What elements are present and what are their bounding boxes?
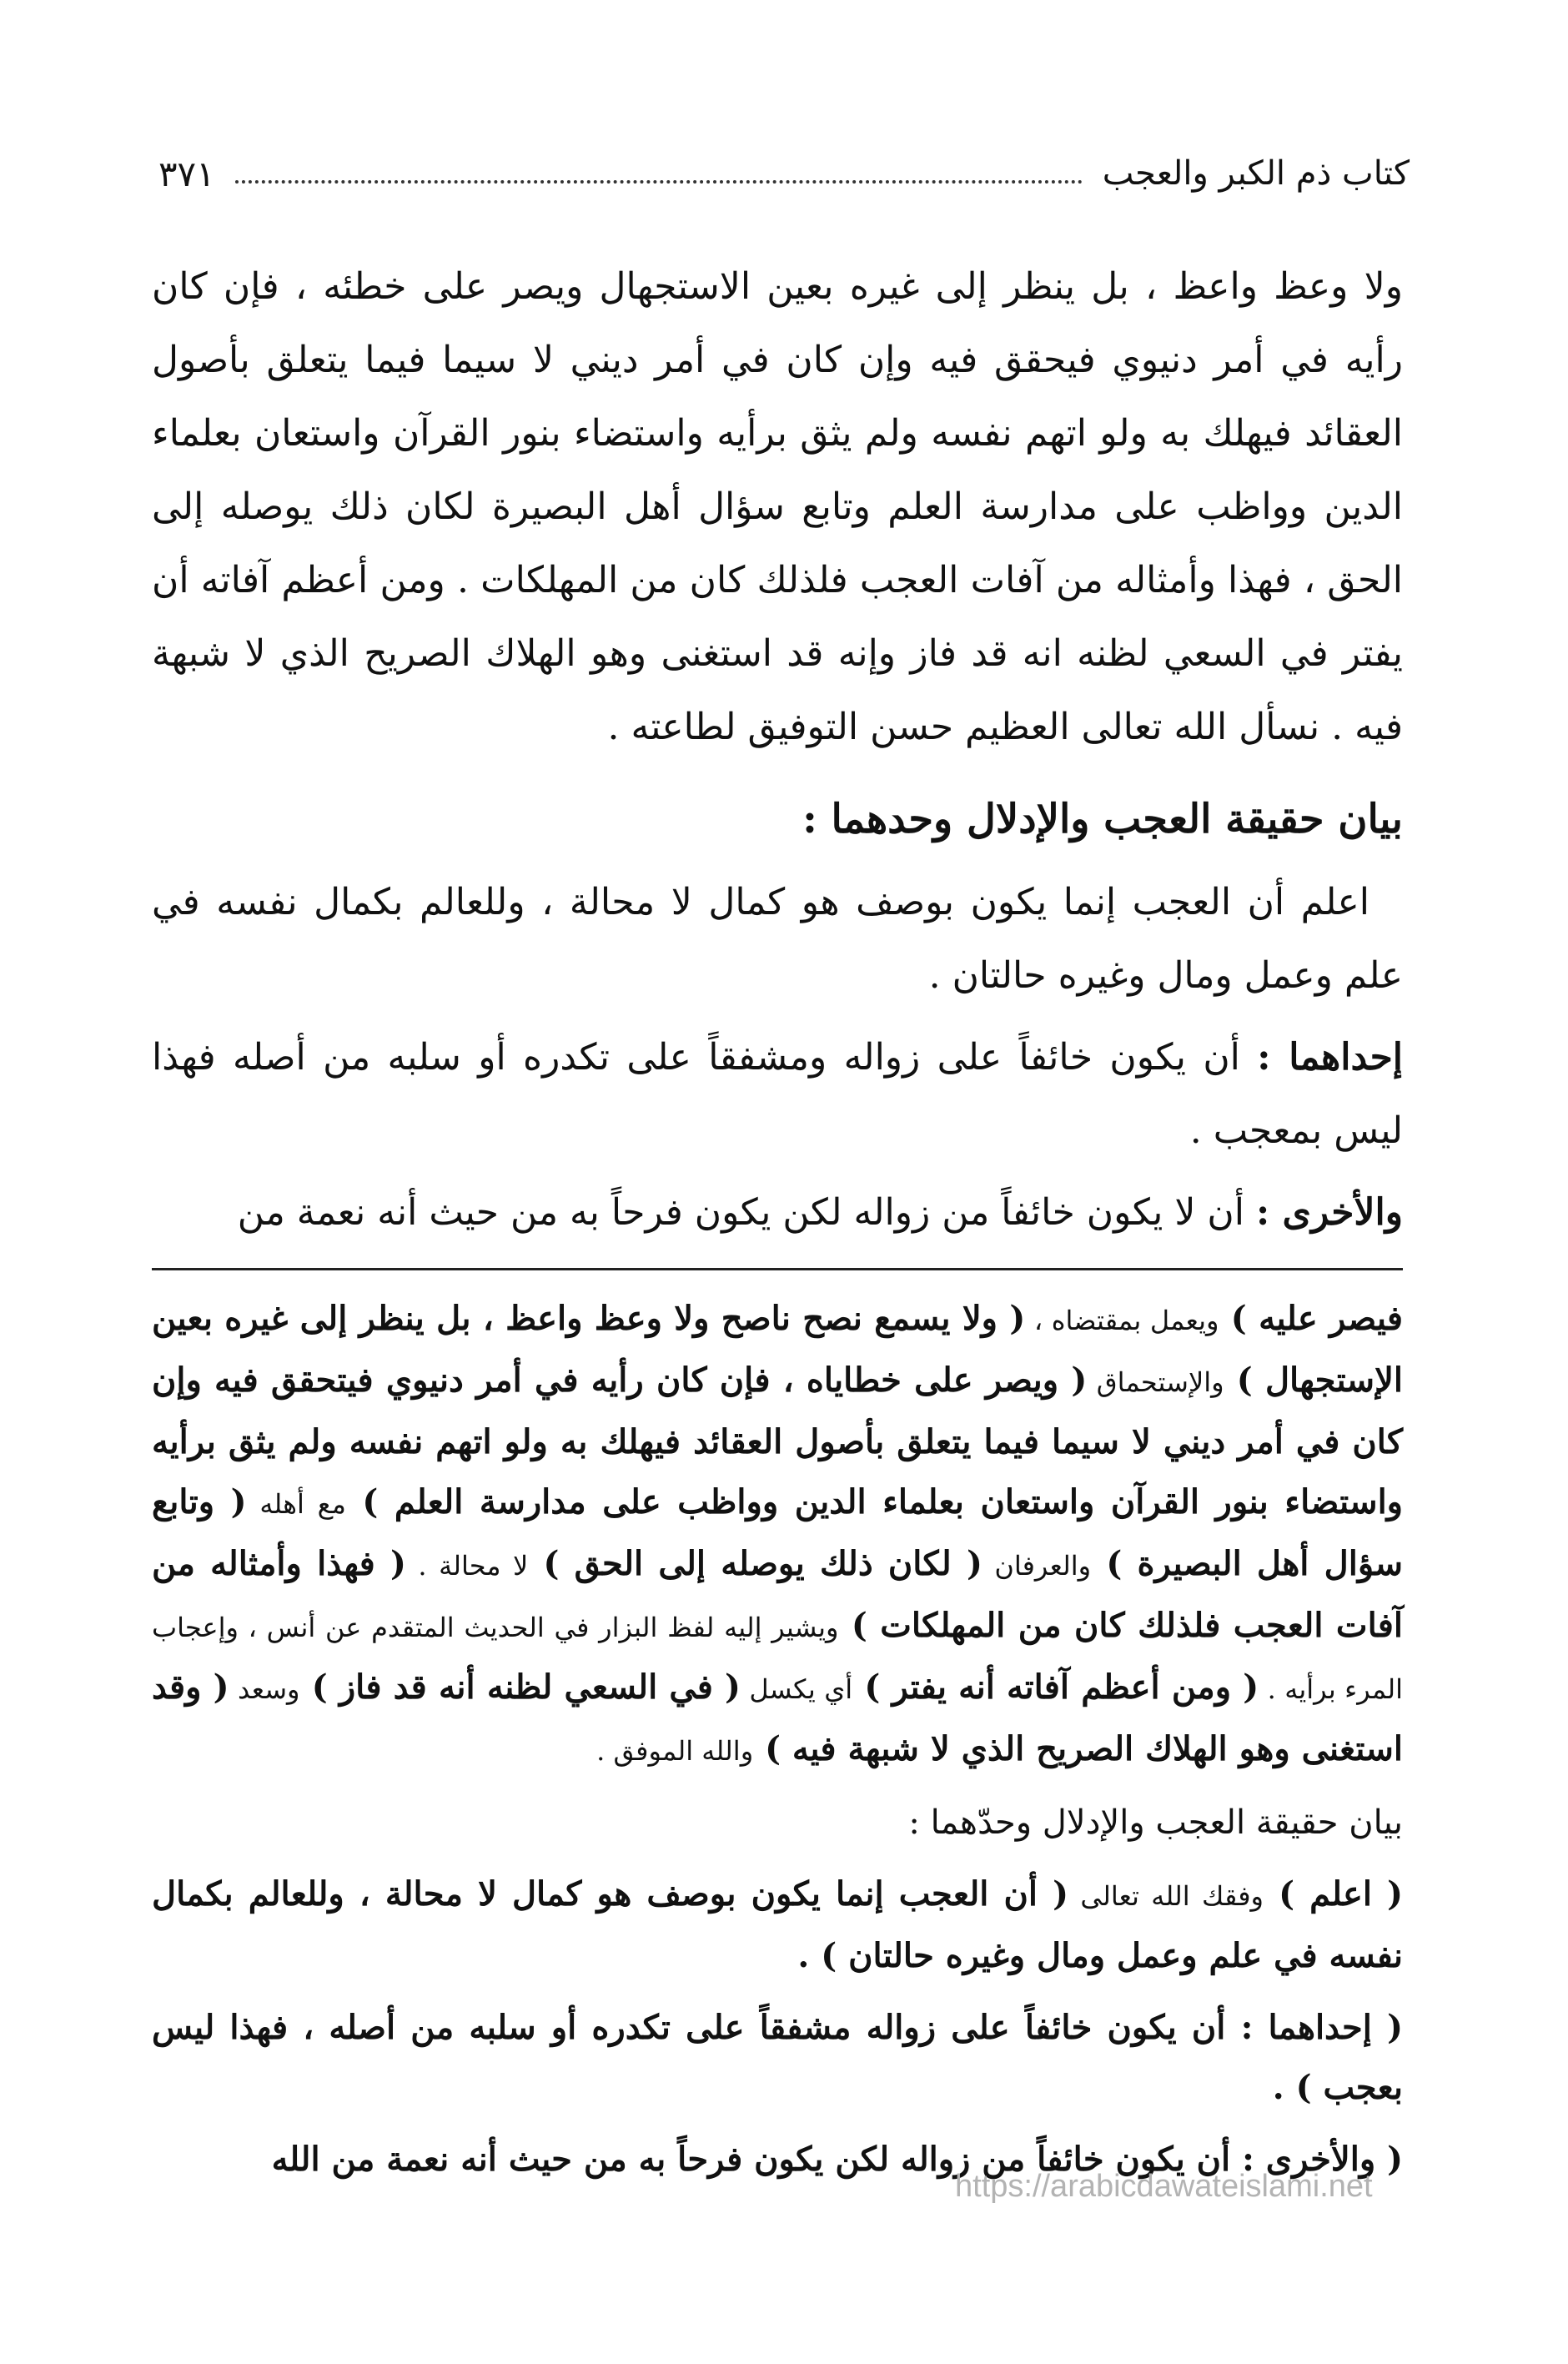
commentary-gloss: وسعد <box>229 1673 300 1705</box>
commentary-quote: ( والأخرى : أن يكون خائفاً من زواله لكن يكون فرحاً به من حيث أنه نعمة من الله <box>271 2140 1403 2179</box>
commentary-quote: فيصر عليه ) <box>1219 1299 1404 1338</box>
running-title: كتاب ذم الكبر والعجب <box>1102 154 1410 193</box>
main-paragraph-4 <box>152 1176 1403 1250</box>
commentary-paragraph-2 <box>152 1864 1403 1986</box>
commentary-gloss: مع أهله <box>246 1488 346 1520</box>
header-leader-dots <box>235 180 1083 184</box>
commentary-paragraph-1 <box>152 1289 1403 1781</box>
commentary-quote: ( ولا يسمع نصح ناصح ولا وعظ واعظ ، بل ينظر إلى غيره بعين الإستجهال ) <box>152 1299 1403 1400</box>
footnote-divider <box>152 1268 1403 1270</box>
page-header <box>158 148 1410 199</box>
second-state-label: والأخرى : <box>1255 1191 1403 1234</box>
first-state-text: أن يكون خائفاً على زواله ومشفقاً على تكدره أو سلبه من أصله فهذا ليس بمعجب . <box>152 1036 1403 1152</box>
first-state-label: إحداهما : <box>1257 1036 1403 1079</box>
commentary-quote: ( فهذا وأمثاله من آفات العجب فلذلك كان من المهلكات ) <box>152 1544 1403 1645</box>
main-paragraph-1: ولا وعظ واعظ ، بل ينظر إلى غيره بعين الاستجهال ويصر على خطئه ، فإن كان رأيه في أمر دنيوي فيحقق فيه وإن كان في أمر ديني لا سيما فيما يتعلق بأصول العقائد فيهلك به ولو اتهم نفسه ولم يثق برأيه واستضاء بنور القرآن واستعان بعلماء الدين وواظب على مدارسة العلم وتابع سؤال أهل البصيرة لكان ذلك يوصله إلى الحق ، فهذا وأمثاله من آفات العجب فلذلك كان من المهلكات . ومن أعظم آفاته أن يفتر في السعي لظنه انه قد فاز وإنه قد استغنى وهو الهلاك الصريح الذي لا شبهة فيه . نسأل الله تعالى العظيم حسن التوفيق لطاعته . <box>152 265 1403 748</box>
commentary-quote: ( ويصر على خطاياه ، فإن كان رأيه في أمر دنيوي فيتحقق فيه وإن كان في أمر ديني لا سيما فيما يتعلق بأصول العقائد فيهلك به ولو اتهم نفسه ولم يثق برأيه واستضاء بنور القرآن واستعان بعلماء الدين وواظب على مدارسة العلم ) <box>152 1361 1403 1522</box>
commentary-quote: ( اعلم ) <box>1263 1874 1403 1914</box>
commentary-gloss: وفقك الله تعالى <box>1068 1880 1264 1912</box>
commentary-quote: ( أن العجب إنما يكون بوصف هو كمال لا محالة ، وللعالم بكمال نفسه في علم وعمل ومال وغيره حالتان ) . <box>152 1874 1403 1975</box>
watermark-url: https://arabicdawateislami.net <box>955 2169 1373 2204</box>
commentary-quote: ( ومن أعظم آفاته أنه يفتر ) <box>852 1667 1259 1707</box>
page-number: ٣٧١ <box>158 153 215 194</box>
commentary-gloss: والعرفان <box>982 1550 1092 1582</box>
second-state-text: أن لا يكون خائفاً من زواله لكن يكون فرحاً به من حيث أنه نعمة من <box>237 1191 1256 1234</box>
commentary-quote: ( لكان ذلك يوصله إلى الحق ) <box>528 1544 983 1583</box>
commentary <box>152 1289 1403 2190</box>
main-paragraph-3 <box>152 1021 1403 1168</box>
main-paragraph-2: اعلم أن العجب إنما يكون بوصف هو كمال لا محالة ، وللعالم بكمال نفسه في علم وعمل ومال وغيره حالتان . <box>152 881 1403 997</box>
commentary-gloss: ويعمل بمقتضاه ، <box>1025 1305 1219 1336</box>
commentary-quote: ( وقد استغنى وهو الهلاك الصريح الذي لا شبهة فيه ) <box>152 1667 1403 1768</box>
commentary-gloss: والإستحماق <box>1087 1366 1224 1398</box>
commentary-heading: بيان حقيقة العجب والإدلال وحدّهما : <box>908 1803 1403 1842</box>
commentary-paragraph-3 <box>152 1998 1403 2118</box>
main-text <box>152 250 1403 1250</box>
commentary-gloss: ويشير إليه لفظ البزار في الحديث المتقدم عن أنس ، وإعجاب المرء برأيه . <box>152 1612 1404 1705</box>
commentary-quote: ( وتابع سؤال أهل البصيرة ) <box>152 1482 1404 1583</box>
commentary-gloss: والله الموفق . <box>596 1735 754 1767</box>
section-heading: بيان حقيقة العجب والإدلال وحدهما : <box>802 796 1403 842</box>
commentary-gloss: لا محالة . <box>405 1550 529 1582</box>
commentary-quote: ( في السعي لظنه أنه قد فاز ) <box>299 1667 741 1707</box>
commentary-gloss: أي يكسل <box>740 1673 853 1705</box>
commentary-quote: ( إحداهما : أن يكون خائفاً على زواله مشفقاً على تكدره أو سلبه من أصله ، فهذا ليس بعجب ) . <box>152 2008 1403 2107</box>
